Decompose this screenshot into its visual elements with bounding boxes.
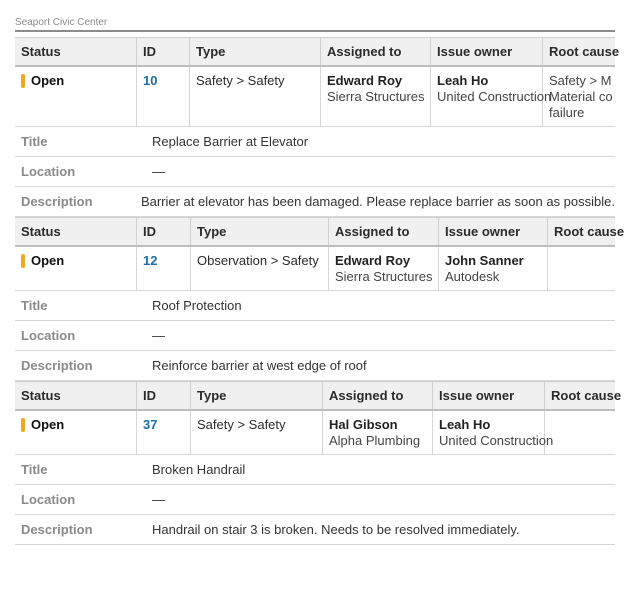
issue-description: Handrail on stair 3 is broken. Needs to be resolved immediately.	[152, 522, 520, 537]
col-id-header: ID	[137, 38, 190, 65]
type-cell: Safety > Safety	[190, 67, 321, 126]
owner-name: Leah Ho	[437, 73, 489, 88]
col-id-header: ID	[137, 382, 191, 409]
assignee-company: Alpha Plumbing	[329, 433, 421, 448]
id-cell	[137, 411, 191, 454]
issue-id-link[interactable]: 37	[143, 417, 158, 432]
owner-company: United Construction	[439, 433, 554, 448]
col-assigned-header: Assigned to	[323, 382, 433, 409]
owner-name: John Sanner	[445, 253, 524, 268]
col-status-header: Status	[15, 218, 137, 245]
status-indicator	[21, 74, 25, 88]
col-owner-header: Issue owner	[439, 218, 548, 245]
root-cause-cell	[545, 411, 615, 454]
assignee-name: Edward Roy	[335, 253, 411, 268]
status-cell	[15, 67, 137, 126]
owner-name: Leah Ho	[439, 417, 491, 432]
status-cell	[15, 411, 137, 454]
status-label: Open	[31, 73, 65, 88]
col-owner-header: Issue owner	[431, 38, 543, 65]
detail-row-title	[15, 127, 615, 157]
col-status-header: Status	[15, 38, 137, 65]
root-cause-cell	[548, 247, 615, 290]
issue-location: —	[152, 492, 165, 507]
issue-block	[15, 217, 624, 381]
assignee-name: Edward Roy	[327, 73, 403, 88]
project-name: Seaport Civic Center	[15, 17, 108, 28]
type-cell: Observation > Safety	[191, 247, 329, 290]
location-label: Location	[21, 164, 76, 179]
issue-row[interactable]	[15, 411, 615, 455]
assignee-name: Hal Gibson	[329, 417, 398, 432]
description-label: Description	[21, 358, 93, 373]
root-cause-cell	[543, 67, 615, 126]
title-label: Title	[21, 462, 48, 477]
issue-location: —	[152, 164, 165, 179]
issue-block	[15, 37, 620, 217]
location-label: Location	[21, 492, 76, 507]
status-cell	[15, 247, 137, 290]
col-id-header: ID	[137, 218, 191, 245]
issues-list	[15, 37, 624, 545]
col-type-header: Type	[191, 382, 323, 409]
owner-company: United Construction	[437, 89, 552, 104]
detail-row-location	[15, 485, 615, 515]
title-label: Title	[21, 298, 48, 313]
status-indicator	[21, 254, 25, 268]
detail-row-location	[15, 157, 615, 187]
owner-company: Autodesk	[445, 269, 500, 284]
header-divider	[15, 30, 615, 32]
root-cause-line: Safety > M	[549, 73, 612, 88]
issue-description: Reinforce barrier at west edge of roof	[152, 358, 367, 373]
id-cell	[137, 67, 190, 126]
id-cell	[137, 247, 191, 290]
col-assigned-header: Assigned to	[329, 218, 439, 245]
assigned-cell	[329, 247, 439, 290]
col-status-header: Status	[15, 382, 137, 409]
col-owner-header: Issue owner	[433, 382, 545, 409]
status-indicator	[21, 418, 25, 432]
detail-row-description	[15, 187, 615, 217]
owner-cell	[433, 411, 554, 454]
assignee-company: Sierra Structures	[335, 269, 433, 284]
issue-row[interactable]	[15, 247, 615, 291]
detail-row-location	[15, 321, 615, 351]
issue-title: Broken Handrail	[152, 462, 246, 477]
root-cause-line: Material co	[549, 89, 613, 104]
assigned-cell	[321, 67, 431, 126]
owner-cell	[439, 247, 548, 290]
issue-description: Barrier at elevator has been damaged. Please replace barrier as soon as possible.	[140, 194, 615, 209]
detail-row-description	[15, 351, 615, 381]
col-type-header: Type	[191, 218, 329, 245]
issue-location: —	[152, 328, 165, 343]
issue-row[interactable]	[15, 67, 615, 127]
col-root-cause-header: Root cause	[551, 388, 622, 403]
issue-grid-header	[15, 37, 620, 67]
issue-grid-header	[15, 217, 624, 247]
col-root-cause-header: Root cause	[554, 224, 624, 239]
root-cause-line: failure	[549, 105, 585, 120]
owner-cell	[431, 67, 552, 126]
assigned-cell	[323, 411, 433, 454]
col-root-cause-header: Root cause	[549, 44, 620, 59]
description-label: Description	[21, 194, 93, 209]
issue-grid-header	[15, 381, 622, 411]
description-label: Description	[21, 522, 93, 537]
detail-row-description	[15, 515, 615, 545]
location-label: Location	[21, 328, 76, 343]
issue-id-link[interactable]: 10	[143, 73, 158, 88]
status-label: Open	[31, 417, 65, 432]
title-label: Title	[21, 134, 48, 149]
issue-title: Roof Protection	[152, 298, 242, 313]
issue-id-link[interactable]: 12	[143, 253, 158, 268]
col-assigned-header: Assigned to	[321, 38, 431, 65]
detail-row-title	[15, 455, 615, 485]
issue-block	[15, 381, 622, 545]
detail-row-title	[15, 291, 615, 321]
assignee-company: Sierra Structures	[327, 89, 425, 104]
issue-title: Replace Barrier at Elevator	[152, 134, 309, 149]
col-type-header: Type	[190, 38, 321, 65]
status-label: Open	[31, 253, 65, 268]
type-cell: Safety > Safety	[191, 411, 323, 454]
